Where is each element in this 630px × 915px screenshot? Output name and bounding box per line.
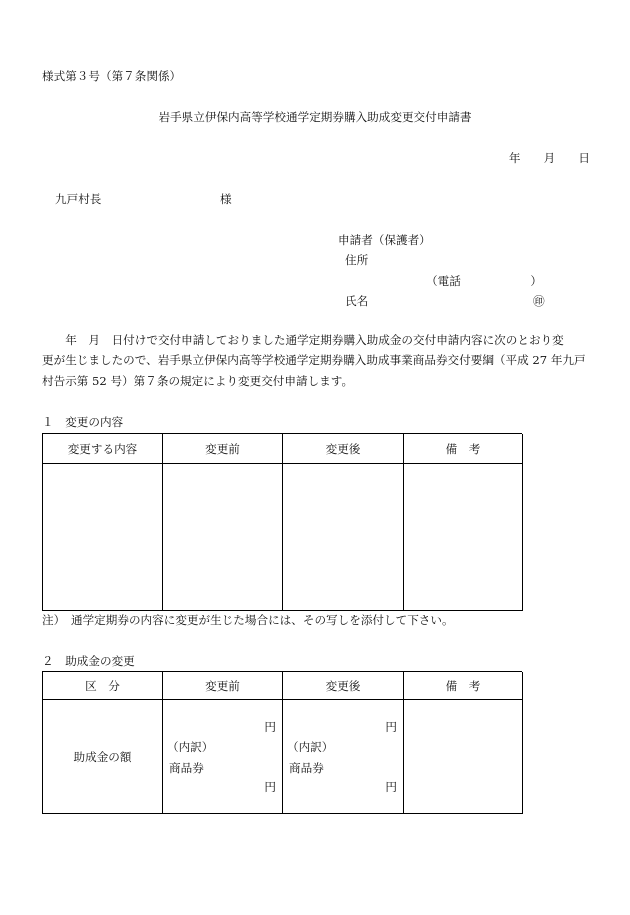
after-amount-unit: 円 [385, 720, 397, 734]
body-line: 更が生じましたので、岩手県立伊保内高等学校通学定期券購入助成事業商品券交付要綱（平成 27 年九戸 [42, 353, 586, 367]
name-label: 氏名 [345, 294, 369, 308]
table2-row-label: 助成金の額 [43, 700, 163, 814]
table1-header-remarks: 備 考 [404, 434, 523, 464]
table2-header-remarks: 備 考 [404, 672, 523, 700]
address-label: 住所 [345, 253, 369, 267]
table1-cell-remarks [404, 464, 523, 611]
applicant-label: 申請者（保護者） [338, 233, 431, 247]
table2-cell-remarks [404, 700, 523, 814]
form-number: 様式第３号（第７条関係） [42, 69, 182, 83]
table2-header-after: 変更後 [283, 672, 404, 700]
recipient-honorific: 様 [220, 192, 232, 206]
seal-mark: ㊞ [533, 294, 545, 308]
section1-note: 注） 通学定期券の内容に変更が生じた場合には、その写しを添付して下さい。 [42, 613, 454, 627]
table1-header-change-item: 変更する内容 [43, 434, 163, 464]
table2-cell-before [163, 700, 283, 814]
before-voucher-unit: 円 [264, 780, 276, 794]
section2-heading: ２ 助成金の変更 [42, 654, 135, 668]
table2-header-category: 区 分 [43, 672, 163, 700]
table2-header-before: 変更前 [163, 672, 283, 700]
before-amount-unit: 円 [264, 720, 276, 734]
after-voucher-label: 商品券 [289, 761, 324, 775]
recipient-name: 九戸村長 [55, 192, 102, 206]
table1-cell-change-item [43, 464, 163, 611]
before-voucher-label: 商品券 [169, 761, 204, 775]
subsidy-change-table [42, 671, 522, 814]
phone-label: （電話 ） [426, 274, 542, 288]
after-voucher-unit: 円 [385, 780, 397, 794]
table1-header-before: 変更前 [163, 434, 283, 464]
before-breakdown-label: （内訳） [167, 740, 214, 754]
body-line: 年 月 日付けで交付申請しておりました通学定期券購入助成金の交付申請内容に次のとおり変 [42, 333, 564, 347]
body-line: 村告示第 52 号）第７条の規定により変更交付申請します。 [42, 374, 354, 388]
after-breakdown-label: （内訳） [287, 740, 334, 754]
section1-heading: １ 変更の内容 [42, 415, 124, 429]
date-line: 年 月 日 [508, 151, 590, 165]
table1-cell-before [163, 464, 283, 611]
table1-header-after: 変更後 [283, 434, 404, 464]
table1-cell-after [283, 464, 404, 611]
table2-cell-after [283, 700, 404, 814]
document-title: 岩手県立伊保内高等学校通学定期券購入助成変更交付申請書 [158, 110, 472, 124]
change-content-table [42, 433, 522, 611]
